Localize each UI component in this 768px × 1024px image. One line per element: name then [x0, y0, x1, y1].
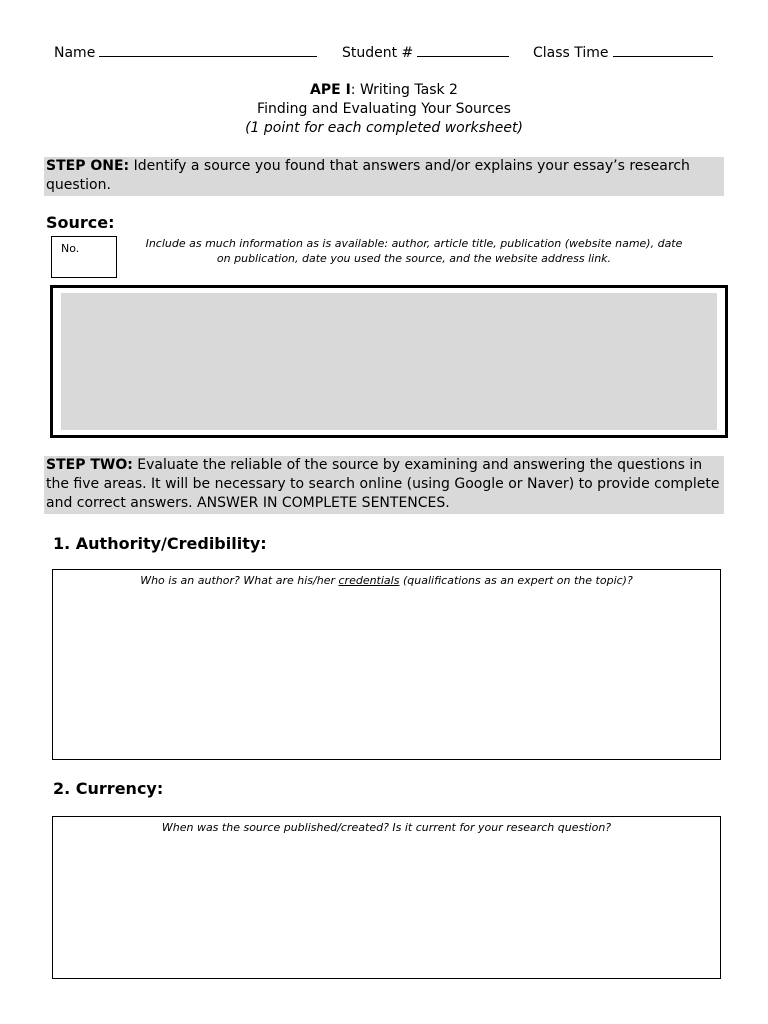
worksheet-subtitle: Finding and Evaluating Your Sources [257, 101, 511, 117]
class-time-label: Class Time [533, 45, 609, 61]
task-name: : Writing Task 2 [350, 82, 458, 98]
authority-prompt [53, 574, 720, 587]
authority-heading: 1. Authority/Credibility: [53, 534, 267, 553]
currency-answer-box[interactable] [52, 816, 721, 979]
source-entry-fill[interactable] [61, 293, 717, 430]
step-one-box [44, 157, 724, 196]
points-note: (1 point for each completed worksheet) [245, 120, 523, 136]
course-name: APE I [310, 82, 351, 98]
currency-prompt: When was the source published/created? Is it current for your research question? [161, 821, 612, 834]
step-two-box [44, 456, 724, 514]
student-number-line[interactable] [417, 44, 509, 57]
step-one-label: STEP ONE: [46, 158, 130, 174]
source-number-label: No. [61, 242, 80, 255]
source-entry-box[interactable] [50, 285, 728, 438]
source-instructions-line1: Include as much information as is available: author, article title, publication (website name), date [145, 237, 683, 250]
step-two-text: Evaluate the reliable of the source by examining and answering the questions in the five areas. It will be necessary to search online (using Google or Naver) to provide complete and correct answers. ANSWER IN COMPLETE SENTENCES. [46, 457, 720, 511]
authority-prompt-end: (qualifications as an expert on the topic)? [399, 574, 633, 587]
name-label: Name [54, 45, 96, 61]
source-instructions-line2: on publication, date you used the source, and the website address link. [216, 252, 612, 265]
authority-answer-box[interactable] [52, 569, 721, 760]
step-two-label: STEP TWO: [46, 457, 133, 473]
student-number-label: Student # [342, 45, 414, 61]
credentials-term: credentials [338, 574, 400, 587]
student-number-field[interactable] [342, 44, 509, 61]
worksheet-title [0, 82, 768, 98]
name-field[interactable] [54, 44, 317, 61]
currency-heading: 2. Currency: [53, 779, 164, 798]
class-time-line[interactable] [613, 44, 713, 57]
authority-prompt-start: Who is an author? What are his/her [140, 574, 339, 587]
source-label: Source: [46, 213, 115, 232]
name-line[interactable] [99, 44, 317, 57]
source-instructions [125, 236, 703, 266]
step-one-text: Identify a source you found that answers and/or explains your essay’s research question. [46, 158, 690, 193]
source-number-box[interactable] [51, 236, 117, 278]
class-time-field[interactable] [533, 44, 713, 61]
